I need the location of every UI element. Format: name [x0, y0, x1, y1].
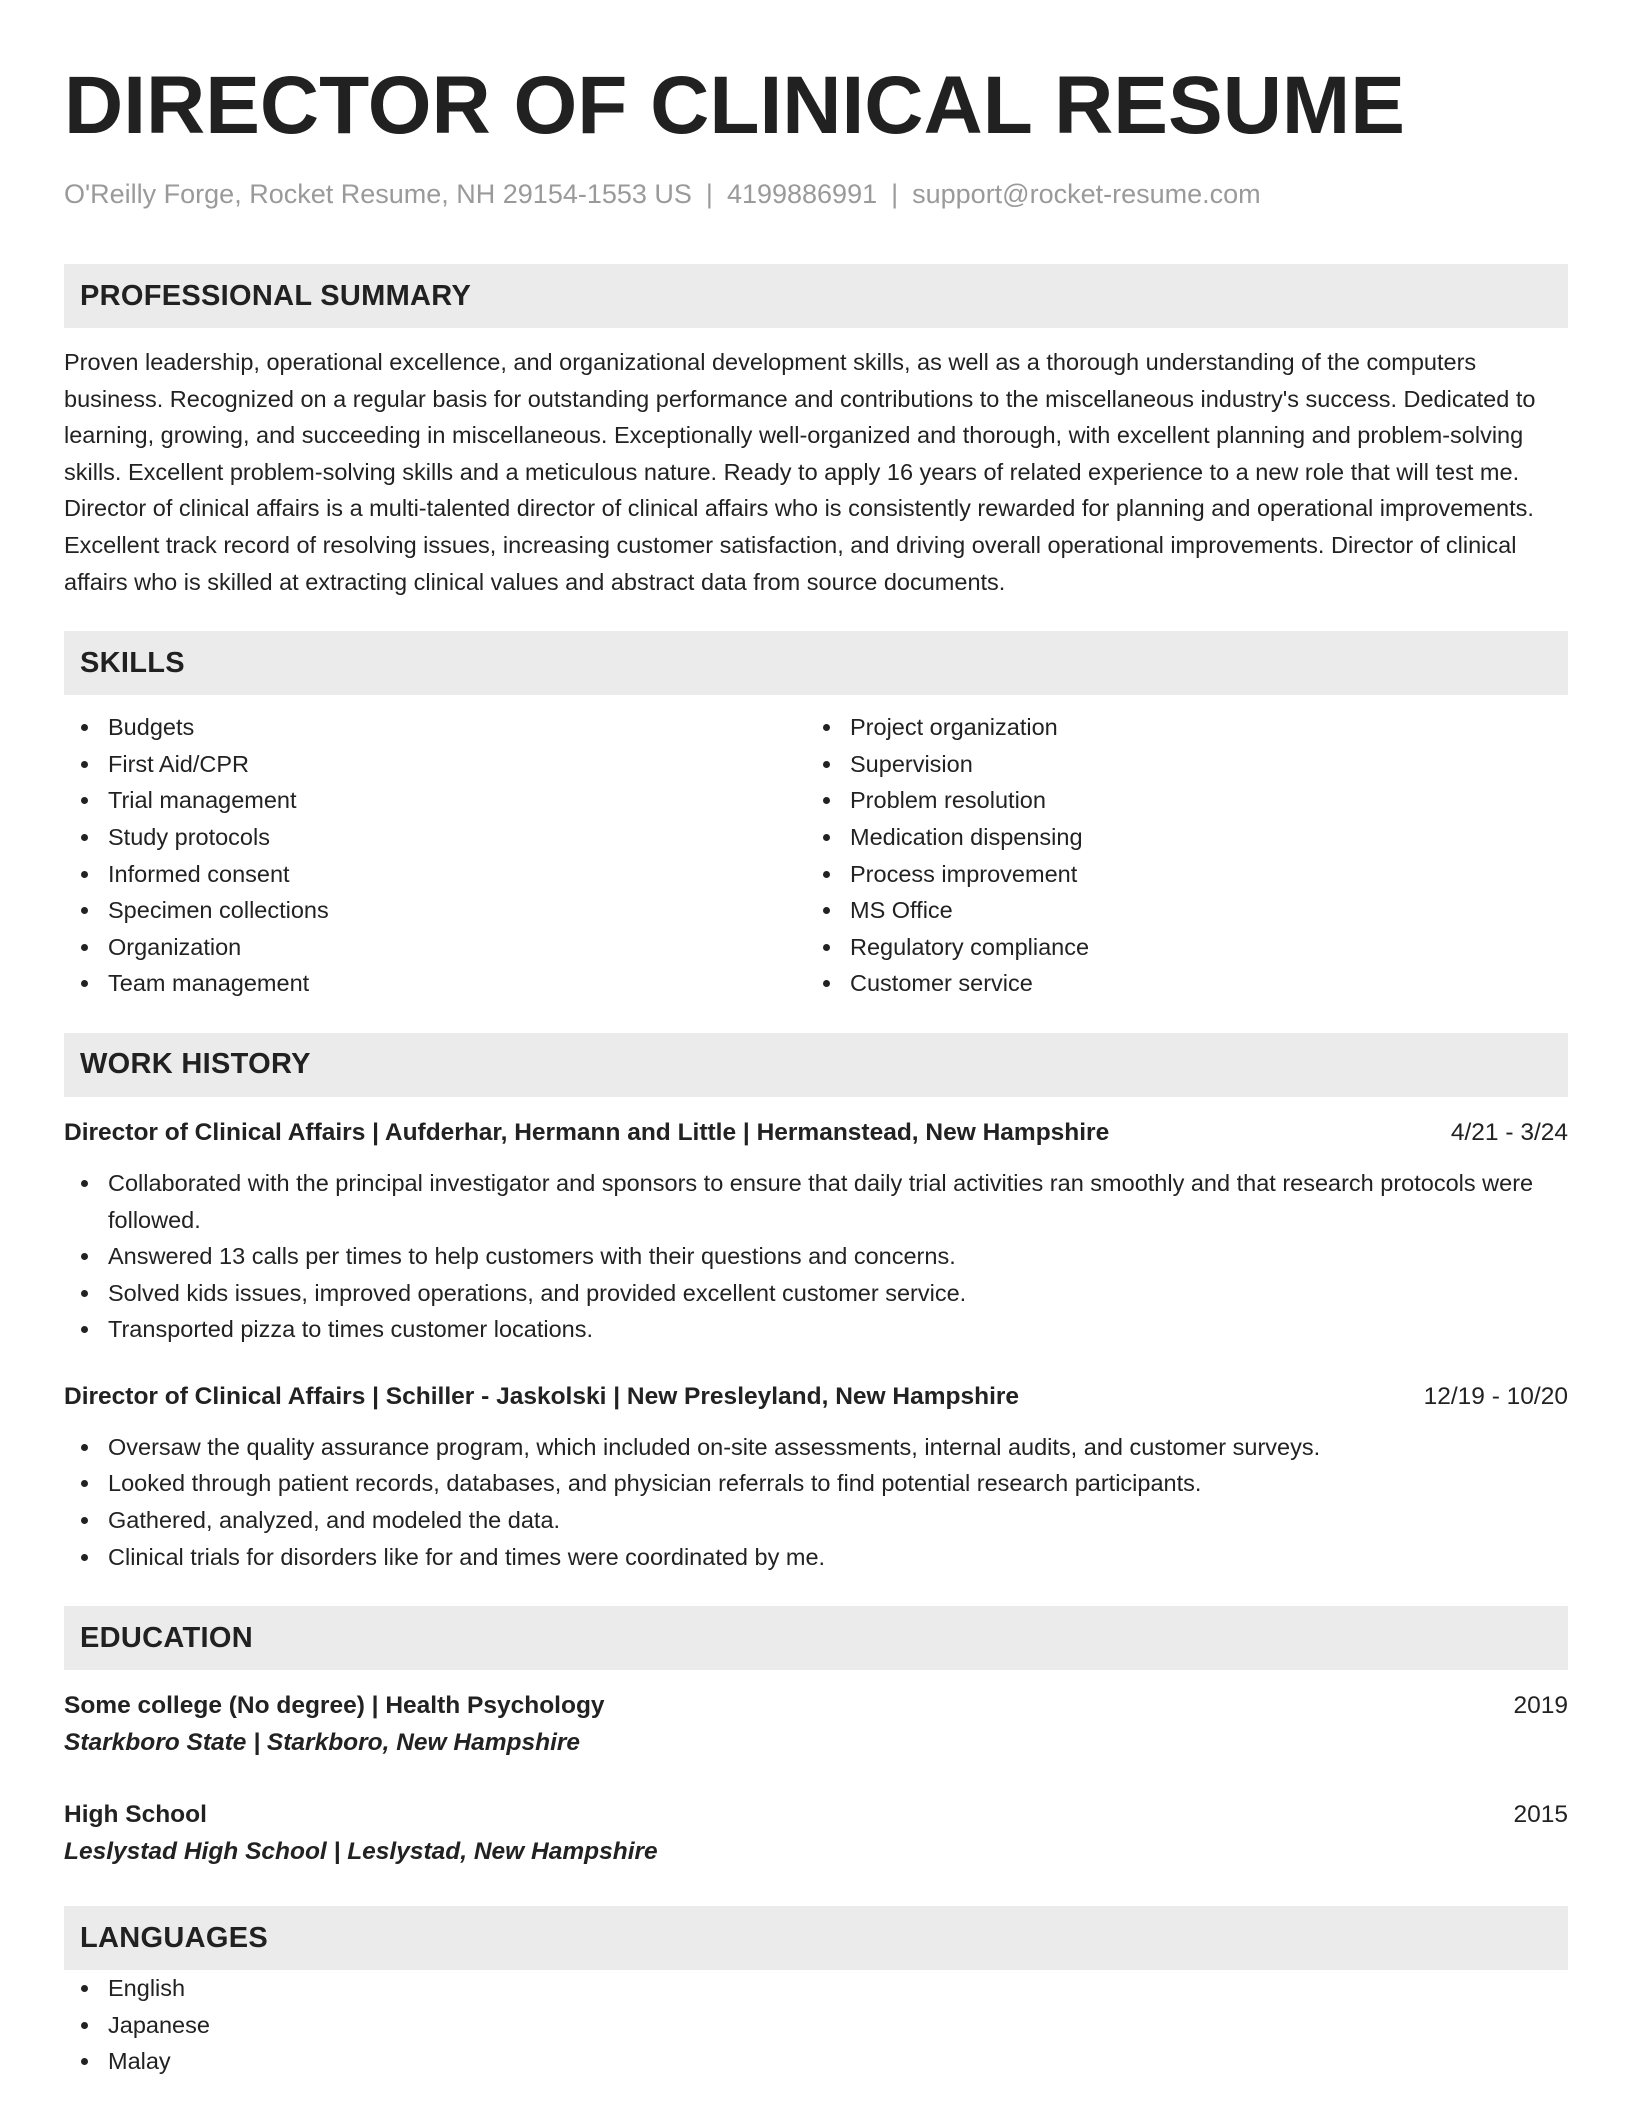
bullet-icon: [81, 907, 88, 914]
job-entry: [64, 1379, 1568, 1575]
bullet-icon: [81, 1253, 88, 1260]
job-header: [64, 1115, 1568, 1151]
bullet-icon: [81, 1290, 88, 1297]
skill-item: Trial management: [64, 782, 806, 819]
contact-separator: |: [891, 179, 899, 209]
language-item: English: [64, 1970, 1568, 2007]
skill-item: Specimen collections: [64, 892, 806, 929]
education-header: [64, 1797, 1568, 1833]
skill-item: Informed consent: [64, 856, 806, 893]
bullet-icon: [823, 944, 830, 951]
skill-item: Process improvement: [806, 856, 1548, 893]
resume-title: DIRECTOR OF CLINICAL RESUME: [64, 60, 1405, 151]
bullet-icon: [81, 797, 88, 804]
bullet-icon: [81, 834, 88, 841]
job-header: [64, 1379, 1568, 1415]
bullet-icon: [81, 1326, 88, 1333]
job-bullet: Answered 13 calls per times to help customers with their questions and concerns.: [64, 1238, 1568, 1275]
job-bullet: Gathered, analyzed, and modeled the data.: [64, 1502, 1568, 1539]
skill-item: Study protocols: [64, 819, 806, 856]
job-bullets: [64, 1429, 1568, 1575]
job-bullet: Transported pizza to times customer locations.: [64, 1311, 1568, 1348]
skill-item: Organization: [64, 929, 806, 966]
summary-text: Proven leadership, operational excellence, and organizational development skills, as well as a thorough understanding of the computers business. Recognized on a regular basis for outstanding performance and contributions to the miscellaneous industry's success. Dedicated to learning, growing, and succeeding in miscellaneous. Exceptionally well-organized and thorough, with excellent planning and problem-solving skills. Excellent problem-solving skills and a meticulous nature. Ready to apply 16 years of related experience to a new role that will test me. Director of clinical affairs is a multi-talented director of clinical affairs who is consistently rewarded for planning and operational improvements. Excellent track record of resolving issues, increasing customer satisfaction, and driving overall operational improvements. Director of clinical affairs who is skilled at extracting clinical values and abstract data from source documents.: [64, 349, 1536, 595]
job-title: Director of Clinical Affairs | Schiller - Jaskolski | New Presleyland, New Hampshire: [64, 1382, 1020, 1410]
bullet-icon: [81, 871, 88, 878]
bullet-icon: [81, 1444, 88, 1451]
skill-item: Customer service: [806, 965, 1548, 1002]
education-entry: [64, 1797, 1568, 1871]
bullet-icon: [81, 980, 88, 987]
bullet-icon: [823, 761, 830, 768]
contact-address: O'Reilly Forge, Rocket Resume, NH 29154-1553 US: [64, 179, 692, 209]
job-entry: [64, 1115, 1568, 1348]
bullet-icon: [823, 871, 830, 878]
education-school: Leslystad High School | Leslystad, New Hampshire: [64, 1838, 658, 1866]
job-title: Director of Clinical Affairs | Aufderhar, Hermann and Little | Hermanstead, New Hampshire: [64, 1118, 1110, 1146]
job-bullets: [64, 1165, 1568, 1348]
job-dates: 4/21 - 3/24: [1450, 1118, 1568, 1146]
section-header-education: EDUCATION: [64, 1606, 1568, 1670]
job-dates: 12/19 - 10/20: [1423, 1382, 1568, 1410]
contact-phone: 4199886991: [726, 179, 878, 209]
skill-item: Supervision: [806, 746, 1548, 783]
bullet-icon: [81, 761, 88, 768]
bullet-icon: [823, 907, 830, 914]
bullet-icon: [81, 1180, 88, 1187]
skill-item: Problem resolution: [806, 782, 1548, 819]
skills-list-right: [806, 709, 1548, 1002]
education-header: [64, 1688, 1568, 1724]
job-bullet: Clinical trials for disorders like for and times were coordinated by me.: [64, 1539, 1568, 1576]
section-header-summary: PROFESSIONAL SUMMARY: [64, 264, 1568, 328]
bullet-icon: [81, 2058, 88, 2065]
skills-column-right: [806, 709, 1548, 1002]
education-year: 2015: [1513, 1801, 1568, 1829]
skill-item: MS Office: [806, 892, 1548, 929]
bullet-icon: [81, 724, 88, 731]
languages-list: [64, 1970, 1568, 2080]
skills-columns: [64, 709, 1568, 1002]
education-year: 2019: [1513, 1692, 1568, 1720]
skill-item: Budgets: [64, 709, 806, 746]
education-entry: [64, 1688, 1568, 1762]
skill-item: First Aid/CPR: [64, 746, 806, 783]
education-degree: High School: [64, 1801, 207, 1829]
skill-item: Team management: [64, 965, 806, 1002]
skill-item: Regulatory compliance: [806, 929, 1548, 966]
job-bullet: Solved kids issues, improved operations, and provided excellent customer service.: [64, 1275, 1568, 1312]
bullet-icon: [823, 834, 830, 841]
contact-email: support@rocket-resume.com: [912, 179, 1261, 209]
section-header-languages: LANGUAGES: [64, 1906, 1568, 1970]
contact-line: [64, 176, 1568, 212]
bullet-icon: [823, 724, 830, 731]
bullet-icon: [81, 2022, 88, 2029]
skill-item: Medication dispensing: [806, 819, 1548, 856]
job-bullet: Looked through patient records, databases, and physician referrals to find potential research participants.: [64, 1465, 1568, 1502]
section-header-work-history: WORK HISTORY: [64, 1033, 1568, 1097]
skills-list-left: [64, 709, 806, 1002]
bullet-icon: [81, 1480, 88, 1487]
education-degree: Some college (No degree) | Health Psychology: [64, 1692, 605, 1720]
bullet-icon: [823, 980, 830, 987]
education-school: Starkboro State | Starkboro, New Hampshire: [64, 1729, 581, 1757]
language-item: Japanese: [64, 2007, 1568, 2044]
bullet-icon: [823, 797, 830, 804]
contact-separator: |: [705, 179, 713, 209]
bullet-icon: [81, 944, 88, 951]
job-bullet: Oversaw the quality assurance program, which included on-site assessments, internal audits, and customer surveys.: [64, 1429, 1568, 1466]
bullet-icon: [81, 1517, 88, 1524]
skills-column-left: [64, 709, 806, 1002]
job-bullet: Collaborated with the principal investigator and sponsors to ensure that daily trial activities ran smoothly and that research protocols were followed.: [64, 1165, 1568, 1238]
skill-item: Project organization: [806, 709, 1548, 746]
bullet-icon: [81, 1554, 88, 1561]
bullet-icon: [81, 1985, 88, 1992]
section-header-skills: SKILLS: [64, 631, 1568, 695]
language-item: Malay: [64, 2043, 1568, 2080]
